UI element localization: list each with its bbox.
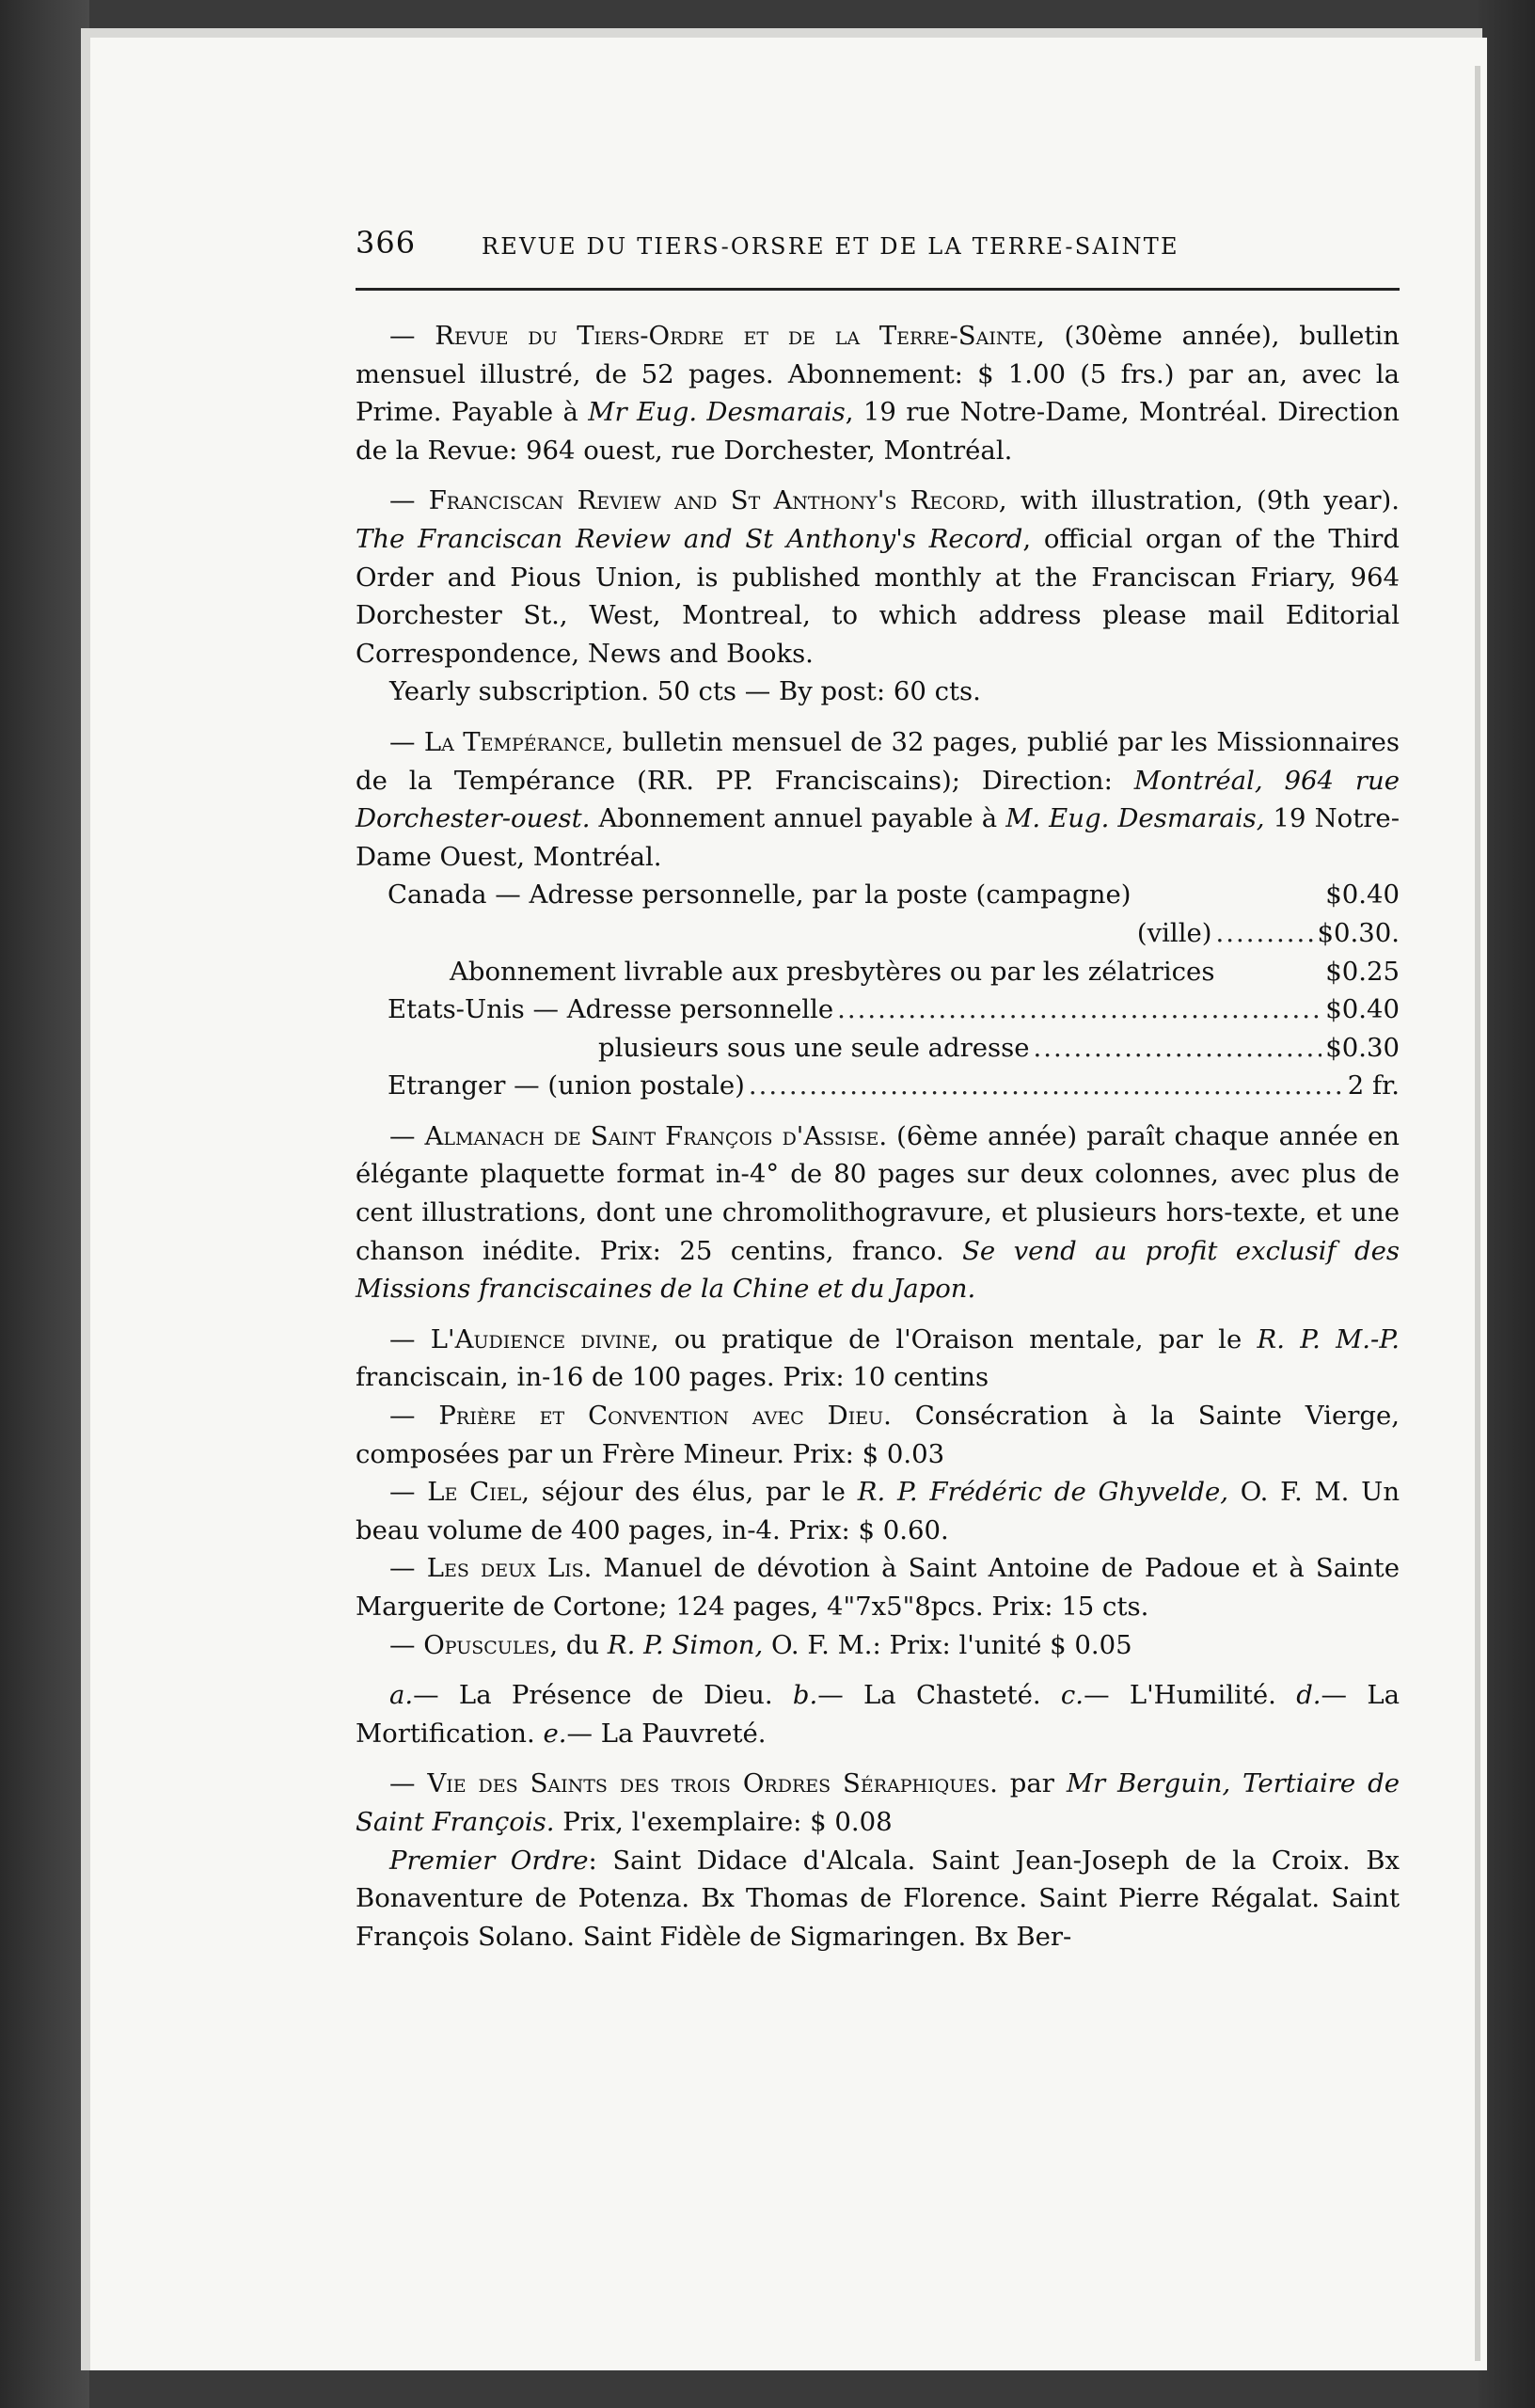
entry-opuscules: — Opuscules, du R. P. Simon, O. F. M.: Prix: l'unité $ 0.05 — [389, 1629, 1132, 1660]
header-rule — [356, 288, 1400, 291]
price-row-presbyteres: Abonnement livrable aux presbytères ou par les zélatrices $0.25 — [450, 956, 1400, 987]
entry-title: Les deux Lis — [426, 1553, 584, 1584]
premier-ordre-list: Premier Ordre: Saint Didace d'Alcala. Saint Jean-Joseph de la Croix. Bx Bonaventure de Potenza. Bx Thomas de Florence. Saint Pierre Régalat. Saint François Solano. Saint Fidèle de Sigmaringen. Bx Ber- — [356, 1845, 1400, 1952]
price-row-etranger: Etranger — (union postale) ..... 2 fr. — [356, 1067, 1400, 1105]
entry-title: Almanach de Saint François d'Assise — [424, 1120, 879, 1151]
page-content — [356, 224, 1400, 1956]
scan-border-right — [1479, 0, 1535, 2408]
price-row-plusieurs: plusieurs sous une seule adresse ..... $0.30 — [356, 1029, 1400, 1068]
subscription-line: Yearly subscription. 50 cts — By post: 60 cts. — [389, 676, 981, 707]
entry-temperance: — La Tempérance, bulletin mensuel de 32 pages, publié par les Missionnaires de la Tempérance (RR. PP. Franciscains); Direction: Montréal, 964 rue Dorchester-ouest. Abonnement annuel payable à M. Eug. Desmarais, 19 Notre-Dame Ouest, Montréal. — [356, 726, 1400, 872]
price-row-etats-unis: Etats-Unis — Adresse personnelle ..... $0.40 — [356, 990, 1400, 1029]
opuscules-list: a.— La Présence de Dieu. b.— La Chasteté. c.— L'Humilité. d.— La Mortification. e.— La Pauvreté. — [356, 1680, 1400, 1749]
entry-title: Opuscules — [423, 1629, 550, 1660]
entry-title: Vie des Saints des trois Ordres Séraphiques — [427, 1768, 990, 1799]
entry-almanach: — Almanach de Saint François d'Assise. (6ème année) paraît chaque année en élégante plaquette format in-4° de 80 pages sur deux colonnes, avec plus de cent illustrations, dont une chromolithogravure, et plusieurs hors-texte, et une chanson inédite. Prix: 25 centins, franco. Se vend au profit exclusif des Missions franciscaines de la Chine et du Japon. — [356, 1120, 1400, 1305]
entry-title: Prière et Convention avec Dieu — [438, 1401, 884, 1432]
entry-title: Franciscan Review and St Anthony's Record — [428, 485, 999, 516]
page-header — [356, 224, 1400, 269]
page-edge — [1475, 66, 1480, 2361]
running-title: REVUE DU TIERS-ORSRE ET DE LA TERRE-SAINTE — [482, 233, 1179, 260]
entry-title: Le Ciel — [427, 1477, 522, 1508]
entry-le-ciel: — Le Ciel, séjour des élus, par le R. P. Frédéric de Ghyvelde, O. F. M. Un beau volume de 400 pages, in-4. Prix: $ 0.60. — [356, 1477, 1400, 1545]
price-row-ville: (ville) ..... $0.30. — [356, 914, 1400, 953]
entry-priere: — Prière et Convention avec Dieu. Consécration à la Sainte Vierge, composées par un Frère Mineur. Prix: $ 0.03 — [356, 1401, 1400, 1469]
page-number: 366 — [356, 225, 417, 261]
entry-title: La Tempérance — [423, 726, 606, 757]
scan-border-left — [0, 0, 89, 2408]
entry-title: Revue du Tiers-Ordre et de la Terre-Sainte — [435, 321, 1037, 351]
entry-audience-divine: — L'Audience divine, ou pratique de l'Oraison mentale, par le R. P. M.-P. franciscain, in-16 de 100 pages. Prix: 10 centins — [356, 1323, 1400, 1393]
entry-deux-lis: — Les deux Lis. Manuel de dévotion à Saint Antoine de Padoue et à Sainte Marguerite de Cortone; 124 pages, 4"7x5"8pcs. Prix: 15 cts. — [356, 1553, 1400, 1622]
price-row-canada: Canada — Adresse personnelle, par la poste (campagne) $0.40 — [388, 879, 1400, 911]
entry-vie-des-saints: — Vie des Saints des trois Ordres Séraphiques. par Mr Berguin, Tertiaire de Saint François. Prix, l'exemplaire: $ 0.08 — [356, 1768, 1400, 1837]
entry-revue: — Revue du Tiers-Ordre et de la Terre-Sainte, (30ème année), bulletin mensuel illustré, de 52 pages. Abonnement: $ 1.00 (5 frs.) par an, avec la Prime. Payable à Mr Eug. Desmarais, 19 rue Notre-Dame, Montréal. Direction de la Revue: 964 ouest, rue Dorchester, Montréal. — [356, 321, 1400, 466]
entry-franciscan-review: — Franciscan Review and St Anthony's Record, with illustration, (9th year). The Franciscan Review and St Anthony's Record, official organ of the Third Order and Pious Union, is published monthly at the Franciscan Friary, 964 Dorchester St., West, Montreal, to which address please mail Editorial Correspondence, News and Books. — [356, 485, 1400, 669]
entry-title: L'Audience divine — [430, 1323, 651, 1354]
